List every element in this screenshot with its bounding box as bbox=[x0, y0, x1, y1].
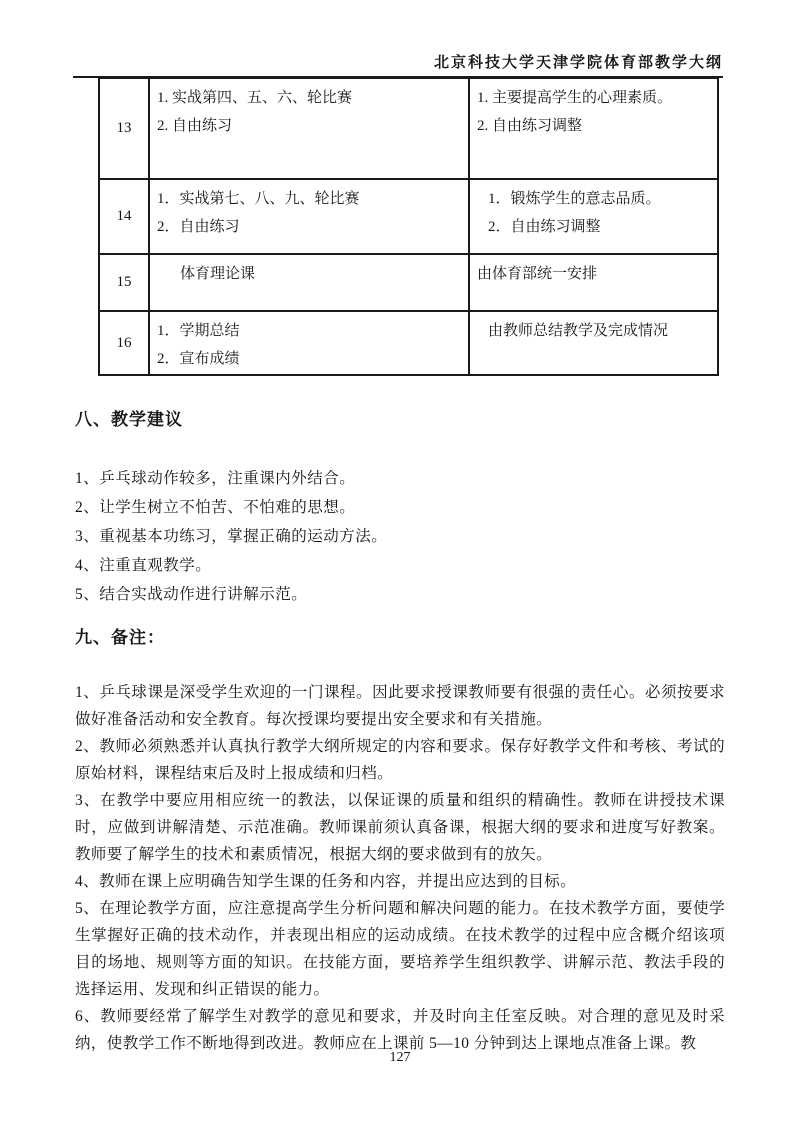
lesson-number: 15 bbox=[99, 254, 149, 311]
suggestion-item: 1、乒乓球动作较多，注重课内外结合。 bbox=[75, 470, 356, 487]
table-row bbox=[99, 179, 718, 254]
table-row bbox=[99, 78, 718, 179]
page-number: 127 bbox=[389, 1050, 411, 1065]
table-row bbox=[99, 254, 718, 311]
note-line: 由教师总结教学及完成情况 bbox=[488, 323, 669, 339]
content-line: 2．宣布成绩 bbox=[157, 351, 240, 367]
note-line: 1. 主要提高学生的心理素质。 bbox=[477, 90, 673, 106]
lesson-number: 13 bbox=[99, 78, 149, 179]
suggestions-list bbox=[75, 464, 725, 609]
notes-paragraphs bbox=[75, 679, 725, 1057]
lesson-content-cell bbox=[149, 254, 469, 311]
lesson-note-cell bbox=[469, 179, 718, 254]
table-row bbox=[99, 311, 718, 375]
content-line: 1．实战第七、八、九、轮比赛 bbox=[157, 191, 360, 207]
lesson-content-cell bbox=[149, 78, 469, 179]
note-paragraph: 5、在理论教学方面，应注意提高学生分析问题和解决问题的能力。在技术教学方面，要使学生掌握好正确的技术动作，并表现出相应的运动成绩。在技术教学的过程中应含概介绍该项目的场地、规则等方面的知识。在技能方面，要培养学生组织教学、讲解示范、教法手段的选择运用、发现和纠正错误的能力。 bbox=[75, 900, 725, 998]
content-line: 2. 自由练习 bbox=[157, 118, 233, 134]
note-line: 由体育部统一安排 bbox=[477, 266, 598, 282]
note-line: 2. 自由练习调整 bbox=[477, 118, 583, 134]
lesson-note-cell bbox=[469, 254, 718, 311]
content-line: 体育理论课 bbox=[180, 266, 256, 282]
content-line: 1. 实战第四、五、六、轮比赛 bbox=[157, 90, 353, 106]
suggestion-item: 5、结合实战动作进行讲解示范。 bbox=[75, 586, 308, 603]
content-line: 2．自由练习 bbox=[157, 219, 240, 235]
suggestion-item: 4、注重直观教学。 bbox=[75, 557, 212, 574]
document-body bbox=[75, 410, 725, 1057]
lesson-note-cell bbox=[469, 78, 718, 179]
note-paragraph: 2、教师必须熟悉并认真执行教学大纲所规定的内容和要求。保存好教学文件和考核、考试的原始材料，课程结束后及时上报成绩和归档。 bbox=[75, 738, 725, 782]
note-paragraph: 4、教师在课上应明确告知学生课的任务和内容，并提出应达到的目标。 bbox=[75, 873, 577, 890]
lesson-content-cell bbox=[149, 311, 469, 375]
suggestion-item: 2、让学生树立不怕苦、不怕难的思想。 bbox=[75, 499, 356, 516]
lesson-number: 14 bbox=[99, 179, 149, 254]
note-line: 2．自由练习调整 bbox=[488, 219, 601, 235]
document-header-title: 北京科技大学天津学院体育部教学大纲 bbox=[433, 55, 723, 71]
suggestion-item: 3、重视基本功练习，掌握正确的运动方法。 bbox=[75, 528, 388, 545]
schedule-table bbox=[98, 77, 719, 376]
note-line: 1．锻炼学生的意志品质。 bbox=[488, 191, 661, 207]
lesson-note-cell bbox=[469, 311, 718, 375]
section-8-heading: 八、教学建议 bbox=[75, 410, 183, 429]
note-paragraph: 3、在教学中要应用相应统一的教法，以保证课的质量和组织的精确性。教师在讲授技术课时，应做到讲解清楚、示范准确。教师课前须认真备课，根据大纲的要求和进度写好教案。教师要了解学生的技术和素质情况，根据大纲的要求做到有的放矢。 bbox=[75, 792, 725, 863]
lesson-number: 16 bbox=[99, 311, 149, 375]
section-9-heading: 九、备注： bbox=[75, 628, 165, 647]
note-paragraph: 6、教师要经常了解学生对教学的意见和要求，并及时向主任室反映。对合理的意见及时采纳，使教学工作不断地得到改进。教师应在上课前 5—10 分钟到达上课地点准备上课。教 bbox=[75, 1008, 725, 1052]
lesson-content-cell bbox=[149, 179, 469, 254]
content-line: 1．学期总结 bbox=[157, 323, 240, 339]
note-paragraph: 1、乒乓球课是深受学生欢迎的一门课程。因此要求授课教师要有很强的责任心。必须按要求做好准备活动和安全教育。每次授课均要提出安全要求和有关措施。 bbox=[75, 684, 725, 728]
